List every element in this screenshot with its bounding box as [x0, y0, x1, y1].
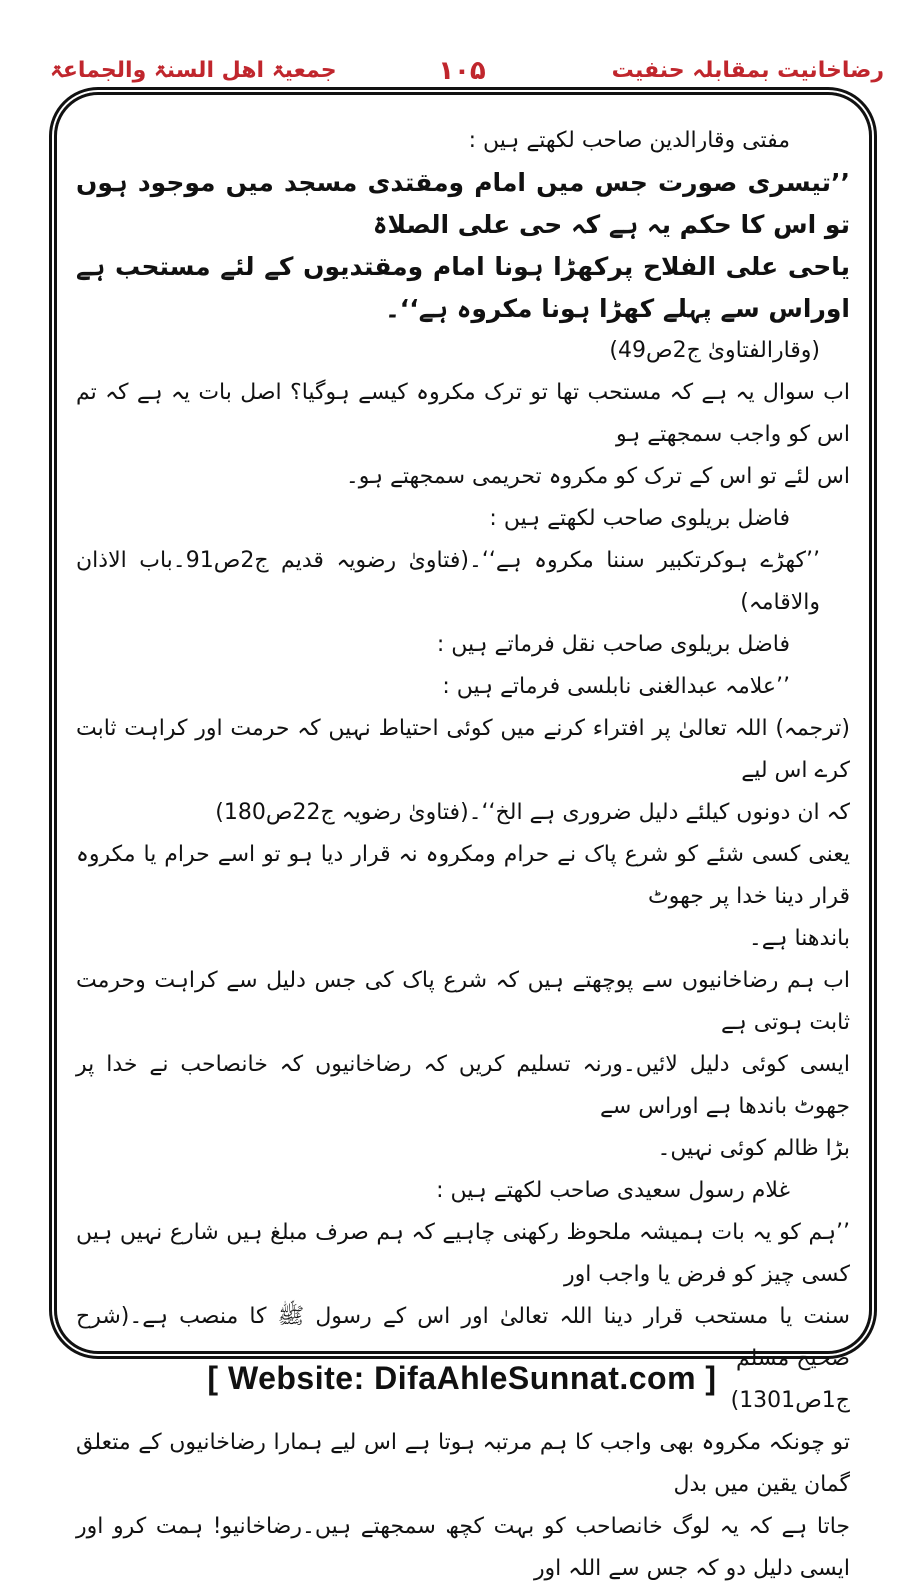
body-line: جاتا ہے کہ یہ لوگ خانصاحب کو بہت کچھ سمجھتے ہیں۔رضاخانیو! ہمت کرو اور ایسی دلیل دو کہ جس سے اللہ اور: [76, 1514, 850, 1581]
heading-waqaruddin: مفتی وقارالدین صاحب لکھتے ہیں :: [468, 128, 790, 153]
quote-line: ’’کھڑے ہوکرتکبیر سننا مکروہ ہے‘‘۔(فتاویٰ رضویہ قدیم ج2ص91۔باب الاذان والاقامہ): [76, 548, 820, 615]
body-line: (ترجمہ) اللہ تعالیٰ پر افتراء کرنے میں کوئی احتیاط نہیں کہ حرمت اور کراہت ثابت کرے اس لیے: [76, 716, 850, 783]
page-number: ۱۰۵: [438, 56, 486, 86]
quote-line: سنت یا مستحب قرار دینا اللہ تعالیٰ اور اس کے رسول ﷺ کا منصب ہے۔(شرح صحیح مسلم: [76, 1304, 850, 1371]
body-line: تو چونکہ مکروہ بھی واجب کا ہم مرتبہ ہوتا ہے اس لیے ہمارا رضاخانیوں کے متعلق گمان یقین میں بدل: [76, 1430, 850, 1497]
body-line: کہ ان دونوں کیلئے دلیل ضروری ہے الخ‘‘۔(فتاویٰ رضویہ ج22ص180): [215, 800, 850, 825]
body-line: بڑا ظالم کوئی نہیں۔: [657, 1136, 850, 1161]
heading-fazil-barelvi: فاضل بریلوی صاحب لکھتے ہیں :: [489, 506, 790, 531]
body-line: اب ہم رضاخانیوں سے پوچھتے ہیں کہ شرع پاک کی جس دلیل سے کراہت وحرمت ثابت ہوتی ہے: [76, 968, 850, 1035]
heading-nabulsi: ’’علامہ عبدالغنی نابلسی فرماتے ہیں :: [442, 674, 790, 699]
quote-line: ’’ہم کو یہ بات ہمیشہ ملحوظ رکھنی چاہیے کہ ہم صرف مبلغ ہیں شارع نہیں ہیں کسی چیز کو فرض یا واجب اور: [76, 1220, 850, 1287]
body-line: یعنی کسی شئے کو شرع پاک نے حرام ومکروہ نہ قرار دیا ہو تو اسے حرام یا مکروہ قرار دینا خدا پر جھوٹ: [76, 842, 850, 909]
reference-line: ج1ص1301): [730, 1388, 850, 1413]
page-header: [40, 56, 884, 92]
body-line: اس لئے تو اس کے ترک کو مکروہ تحریمی سمجھتے ہو۔: [345, 464, 850, 489]
book-title: رضاخانیت بمقابلہ حنفیت: [611, 58, 884, 83]
organization-name: جمعیۃ اھل السنۃ والجماعۃ: [50, 58, 337, 83]
body-line: اب سوال یہ ہے کہ مستحب تھا تو ترک مکروہ کیسے ہوگیا؟ اصل بات یہ ہے کہ تم اس کو واجب سمجھتے ہو: [76, 380, 850, 447]
website-footer: [ Website: DifaAhleSunnat.com ]: [207, 1360, 717, 1396]
heading-saeedi: غلام رسول سعیدی صاحب لکھتے ہیں :: [436, 1178, 790, 1203]
body-line: ایسی کوئی دلیل لائیں۔ورنہ تسلیم کریں کہ رضاخانیوں کہ خانصاحب نے خدا پر جھوٹ باندھا ہے اوراس سے: [76, 1052, 850, 1119]
body-line: باندھنا ہے۔: [748, 926, 850, 951]
heading-fazil-barelvi-naql: فاضل بریلوی صاحب نقل فرماتے ہیں :: [436, 632, 790, 657]
quote-line: یاحی علی الفلاح پرکھڑا ہونا امام ومقتدیوں کے لئے مستحب ہے اوراس سے پہلے کھڑا ہونا مکروہ ہے‘‘۔: [76, 252, 850, 323]
quote-line: ’’تیسری صورت جس میں امام ومقتدی مسجد میں موجود ہوں تو اس کا حکم یہ ہے کہ حی علی الصلاۃ: [76, 168, 850, 239]
reference-line: (وقارالفتاویٰ ج2ص49): [609, 338, 820, 363]
